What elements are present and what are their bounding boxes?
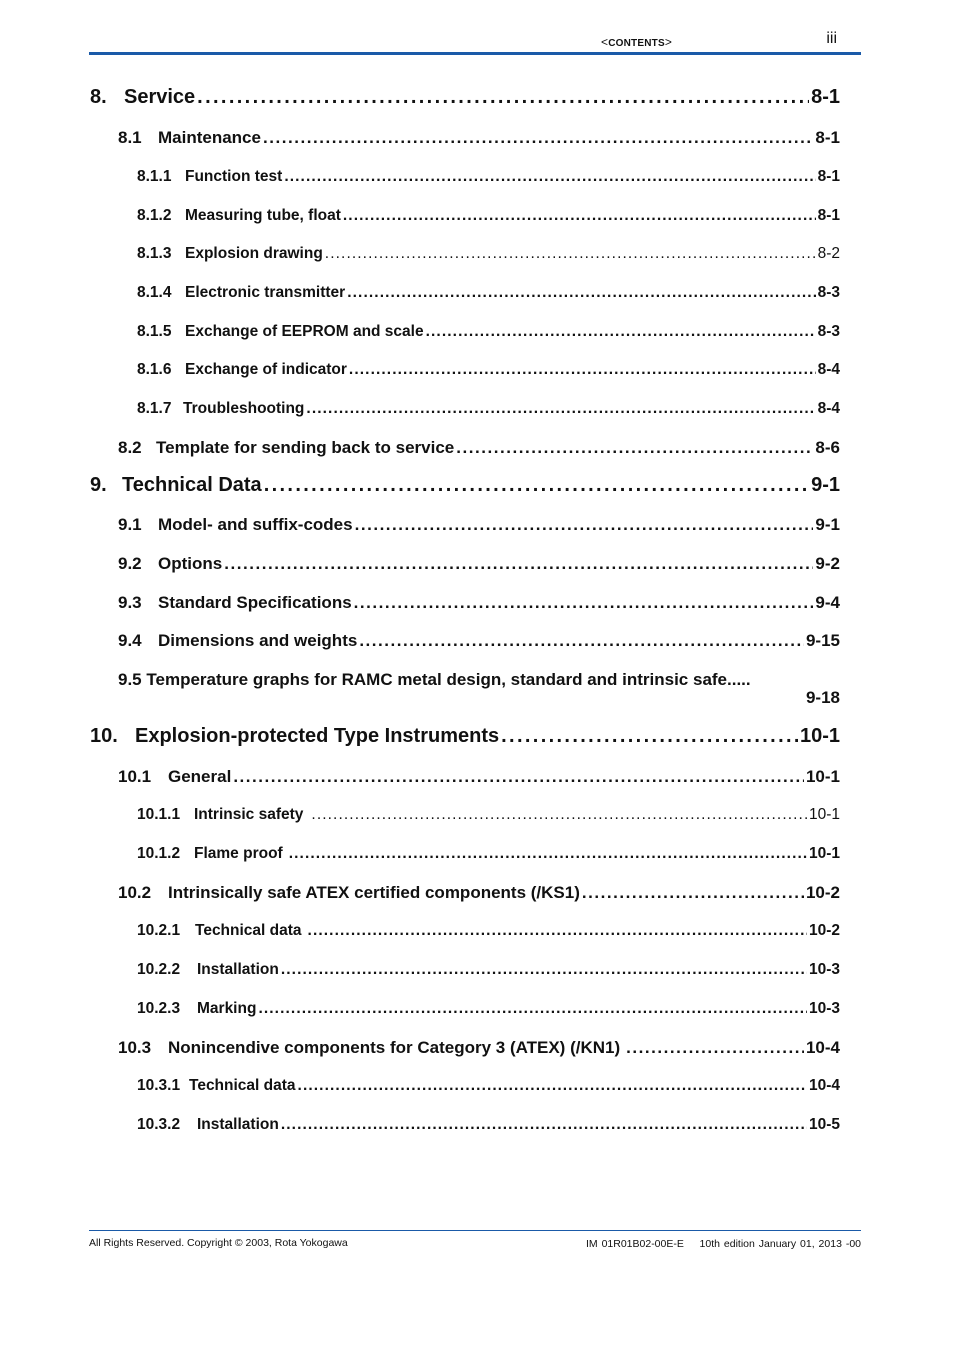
dot-leader [626,1038,804,1058]
toc-entry-9[interactable] [90,474,840,497]
toc-title: Installation [197,1116,279,1133]
toc-page: 8-1 [817,207,840,224]
toc-page: 8-2 [817,245,840,262]
toc-entry-10-2[interactable] [118,883,840,903]
toc-number: 10.2.3 [137,1000,181,1017]
toc-number: 8.2 [118,438,142,457]
toc-number: 9.1 [118,515,142,534]
dot-leader [343,207,816,225]
dot-leader [349,361,816,379]
toc-entry-9-5-line2 [118,688,840,708]
toc-title: Explosion drawing [185,245,323,262]
toc-number: 10.1 [118,767,152,786]
toc-number: 9.4 [118,631,142,650]
toc-entry-8-1-3[interactable] [137,245,840,263]
dot-leader [325,245,816,263]
toc-title: Nonincendive components for Category 3 (ATEX) (/KN1) [168,1038,621,1057]
dot-leader [263,128,813,148]
toc-number: 10.1.1 [137,806,181,823]
dot-leader [456,438,813,458]
toc-page: 8-3 [817,284,840,301]
toc-title: Dimensions and weights [158,631,358,650]
toc-title: Measuring tube, float [185,207,341,224]
toc-entry-9-5[interactable] [118,670,840,708]
toc-title: General [168,767,232,786]
toc-entry-10-1[interactable] [118,767,840,787]
toc-page: 9-1 [815,515,840,534]
footer-doc-id: IM 01R01B02-00E-E [585,1238,684,1250]
toc-entry-9-5-line1 [118,670,840,690]
header-rule [89,52,861,55]
dot-leader [258,1000,807,1018]
dot-leader [582,883,804,903]
dot-leader [281,1116,807,1134]
toc-page: 9-18 [805,688,840,707]
toc-number: 8.1.7 [137,400,172,417]
toc-page: 10-3 [808,961,840,978]
toc-page: 10-1 [799,725,840,747]
toc-page: 10-1 [808,806,840,823]
toc-entry-8-1-1[interactable] [137,168,840,186]
toc-entry-10-2-1[interactable] [137,922,840,940]
toc-entry-10-1-2[interactable] [137,845,840,863]
toc-number: 9.3 [118,593,142,612]
toc-number: 10.3.1 [137,1077,181,1094]
toc-number: 10.1.2 [137,845,181,862]
toc-number: 10.3 [118,1038,152,1057]
toc-number: 8.1.2 [137,207,172,224]
dot-leader [298,1077,807,1095]
toc-page: 9-1 [811,474,840,496]
toc-entry-10-2-3[interactable] [137,1000,840,1018]
toc-entry-8-1[interactable] [118,128,840,148]
toc-entry-8-1-2[interactable] [137,207,840,225]
toc-entry-10-2-2[interactable] [137,961,840,979]
dot-leader [224,554,813,574]
toc-entry-8-2[interactable] [118,438,840,458]
toc-title: Model- and suffix-codes [158,515,353,534]
dot-leader [501,725,798,748]
toc-title: Installation [197,961,279,978]
toc-entry-9-1[interactable] [118,515,840,535]
contents-heading [601,35,672,49]
toc-title: Maintenance [158,128,261,147]
toc-title: Template for sending back to service [156,438,455,457]
toc-page: 8-4 [817,361,840,378]
toc-page: 8-6 [815,438,840,457]
contents-open-bracket: < [601,35,609,49]
toc-entry-8-1-5[interactable] [137,323,840,341]
dot-leader [233,767,804,787]
dot-leader [289,845,807,863]
page-number: iii [826,30,837,47]
toc-page: 10-1 [805,767,840,786]
toc-page: 10-2 [805,883,840,902]
footer-edition: 10th edition January 01, 2013 -00 [699,1238,861,1250]
toc-title: Flame proof [194,845,283,862]
toc-entry-9-4[interactable] [118,631,840,651]
toc-title: Intrinsically safe ATEX certified components (/KS1) [168,883,580,902]
toc-number: 9. [90,474,107,496]
toc-entry-8[interactable] [90,86,840,109]
dot-leader [354,593,814,613]
toc-number: 8.1.1 [137,168,172,185]
toc-title: Temperature graphs for RAMC metal design, standard and intrinsic safe..... [146,670,751,689]
dot-leader [308,922,807,940]
toc-page: 8-4 [817,400,840,417]
toc-page: 8-1 [817,168,840,185]
dot-leader [284,168,815,186]
toc-number: 8.1.3 [137,245,172,262]
toc-number: 8.1.5 [137,323,172,340]
toc-page: 10-5 [808,1116,840,1133]
toc-entry-8-1-4[interactable] [137,284,840,302]
dot-leader [359,631,804,651]
toc-entry-8-1-7[interactable] [137,400,840,418]
toc-page: 9-2 [815,554,840,573]
dot-leader [264,474,809,497]
toc-entry-10-3[interactable] [118,1038,840,1058]
toc-page: 9-15 [805,631,840,650]
toc-entry-9-3[interactable] [118,593,840,613]
contents-word: CONTENTS [608,38,665,49]
toc-entry-10[interactable] [90,725,840,748]
toc-number: 10.2.1 [137,922,181,939]
toc-title: Intrinsic safety [194,806,304,823]
dot-leader [197,86,809,109]
footer-rule [89,1230,861,1231]
toc-title: Technical data [189,1077,296,1094]
contents-close-bracket: > [664,35,673,49]
toc-number: 9.5 [118,670,142,689]
toc-number: 8.1 [118,128,142,147]
toc-number: 8. [90,86,107,108]
toc-entry-10-3-2[interactable] [137,1116,840,1134]
toc-title: Service [124,86,196,108]
toc-page: 10-4 [805,1038,840,1057]
toc-entry-10-1-1[interactable] [137,806,840,824]
toc-title: Explosion-protected Type Instruments [135,725,500,747]
dot-leader [347,284,815,302]
toc-title: Standard Specifications [158,593,352,612]
toc-entry-8-1-6[interactable] [137,361,840,379]
toc-title: Exchange of indicator [185,361,347,378]
toc-number: 8.1.4 [137,284,172,301]
toc-title: Exchange of EEPROM and scale [185,323,424,340]
toc-title: Troubleshooting [183,400,305,417]
toc-page: 10-4 [808,1077,840,1094]
toc-page: 9-4 [815,593,840,612]
toc-number: 10.2 [118,883,152,902]
toc-page: 10-3 [808,1000,840,1017]
toc-number: 8.1.6 [137,361,172,378]
dot-leader [426,323,816,341]
toc-page: 8-1 [815,128,840,147]
toc-title: Technical data [195,922,302,939]
dot-leader [281,961,807,979]
toc-page: 10-1 [808,845,840,862]
toc-number: 9.2 [118,554,142,573]
footer-copyright: All Rights Reserved. Copyright © 2003, Rota Yokogawa [89,1237,348,1249]
toc-number: 10. [90,725,118,747]
toc-title: Technical Data [122,474,262,496]
toc-entry-9-2[interactable] [118,554,840,574]
toc-page: 8-3 [817,323,840,340]
dot-leader [306,400,815,418]
page-header [89,30,861,52]
footer-doc-info [586,1238,861,1250]
toc-title: Options [158,554,223,573]
dot-leader [355,515,814,535]
toc-number: 10.3.2 [137,1116,181,1133]
dot-leader [311,806,807,824]
toc-title: Marking [197,1000,257,1017]
toc-number: 10.2.2 [137,961,181,978]
toc-page: 10-2 [808,922,840,939]
toc-title: Function test [185,168,283,185]
toc-title: Electronic transmitter [185,284,346,301]
toc-entry-10-3-1[interactable] [137,1077,840,1095]
toc-page: 8-1 [811,86,840,108]
